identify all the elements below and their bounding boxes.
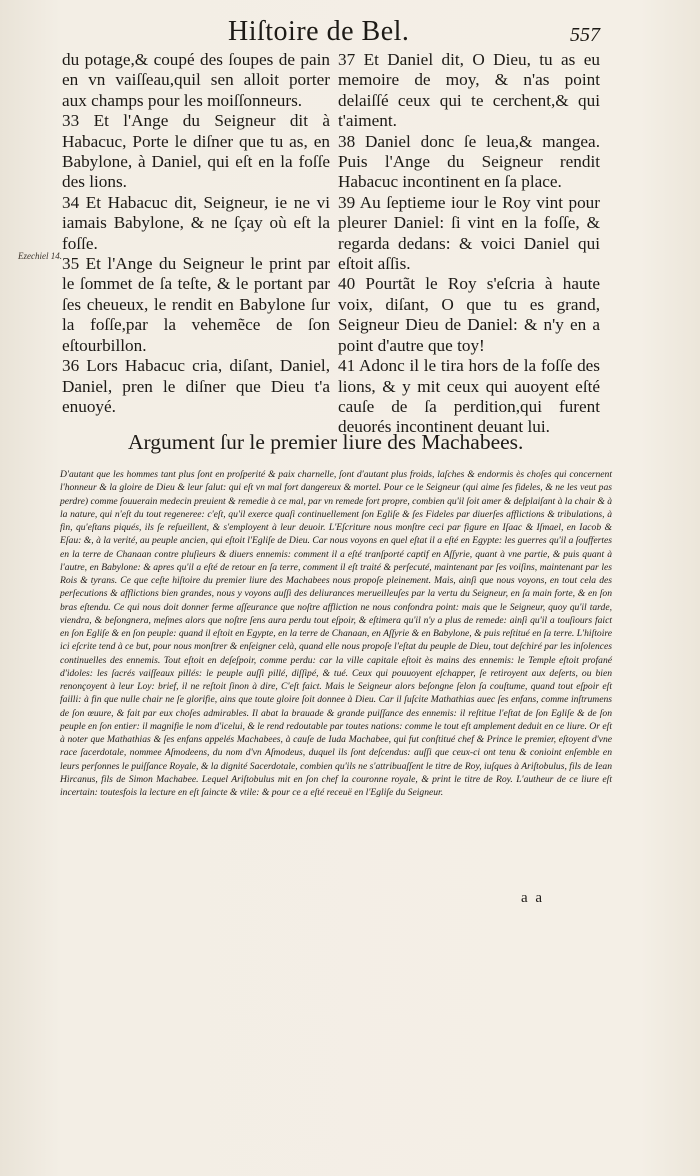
running-head <box>0 10 700 50</box>
verse-40: 40 Pourtãt le Roy s'eſcria à haute voix, diſant, O que tu es grand, Seigneur Dieu de Daniel: & n'y en a point d'autre que toy! <box>338 274 600 355</box>
right-column <box>338 50 600 438</box>
verse-39: 39 Au ſeptieme iour le Roy vint pour pleurer Daniel: ſi vint en la foſſe, & regarda dedans: & voici Daniel qui eſtoit aſſis. <box>338 192 600 274</box>
margin-reference: Ezechiel 14. <box>18 251 62 261</box>
verse-37: 37 Et Daniel dit, O Dieu, tu as eu memoire de moy, & n'as point delaiſſé ceux qui te cerchent,& qui t'aiment. <box>338 50 600 131</box>
left-column <box>62 50 330 417</box>
argument-heading: Argument ſur le premier liure des Machabees. <box>128 430 524 454</box>
running-title: Hiſtoire de Bel. <box>228 16 410 47</box>
signature-mark: a a <box>521 890 545 906</box>
verse-38: 38 Daniel donc ſe leua,& mangea. Puis l'Ange du Seigneur rendit Habacuc incontinent en ſa place. <box>338 131 600 192</box>
verse-34: 34 Et Habacuc dit, Seigneur, ie ne vi iamais Babylone, & ne ſçay où eſt la foſſe. <box>62 192 330 253</box>
verse-36: 36 Lors Habacuc cria, diſant, Daniel, Daniel, pren le diſner que Dieu t'a enuoyé. <box>62 356 330 416</box>
verse-41: 41 Adonc il le tira hors de la foſſe des lions, & y mit ceux qui auoyent eſté cauſe de ſa perdition,qui furent deuorés incontinent deuant lui. <box>338 356 600 437</box>
verse-33: 33 Et l'Ange du Seigneur dit à Habacuc, Porte le diſner que tu as, en Babylone, à Daniel, qui eſt en la foſſe des lions. <box>62 111 330 192</box>
verse-continuation: du potage,& coupé des ſoupes de pain en vn vaiſſeau,quil sen alloit porter aux champs pour les moiſſonneurs. <box>62 50 330 110</box>
argument-text: D'autant que les hommes tant plus ſont en proſperité & paix charnelle, ſont d'autant plus froids, laſches & endormis ès choſes qui concernent l'honneur & la gloire de Dieu & leur ſalut: qui eſt vn mal fort dangereux & mortel. Pour ce le Seigneur (qui aime ſes fideles, & ne les veut pas perdre) comme ſouuerain medecin preuient & remedie à ce mal, par vn remede fort propre, combien qu'il ſoit amer & deſplaiſant à la chair & à la nature, qui n'eſt du tout regeneree: c'eſt, qu'il exerce quaſi continuellement ſon Egliſe & ſes Fideles par diuerſes afflictions & tribulations, à fin, qu'eſtans piqués, ils ſe reſueillent, & s'employent à leur deuoir. L'Eſcriture nous monſtre ceci par figure en Iſaac & Iſmael, en Iacob & Eſau: &, à la verité, au peuple ancien, qui eſtoit l'Egliſe de Dieu. Car nous voyons en quel eſtat il a eſté en Egypte: les guerres qu'il a ſouffertes en la terre de Chanaan contre pluſieurs & diuers ennemis: comment il a eſté tranſporté captif en Aſſyrie, quant à vne partie, & puis quant à l'autre, en Babylone: & apres qu'il a eſté de retour en ſa terre, comment il eſt traité & perſecuté, maintenant par ſes voiſins, maintenant par les Rois & tyrans. Ce que ceſte hiſtoire du premier liure des Machabees nous propoſe pleinement. Mais, ainſi que nous voyons, en tout cela des perſecutions & afflictions bien grandes, nous y voyons auſſi des deliurances merueilleuſes par la vertu du Seigneur, en ſa main forte, & en ſon bras eſtendu. Ce qui nous doit donner ferme aſſeurance que noſtre affliction ne nous confondra point: mais que le Seigneur, quoy qu'il tarde, viendra, & beſongnera, meſmes alors que noſtre ſens aura perdu tout eſpoir, & eſtimera qu'il n'y a plus de remede: ainſi qu'il a touſiours faict en ſon Egliſe & en ſon peuple: quand il eſtoit en Egypte, en la terre de Chanaan, en Aſſyrie & en Babylone, & puis reſtitué en ſa terre. L'hiſtoire ici eſcrite tend à ce but, pour nous monſtrer & enſeigner celà, quand elle nous propoſe l'eſtat du peuple de Dieu, tout deſchiré par les inſolences continuelles des ennemis. Tout eſtoit en deſeſpoir, comme perdu: car la ville capitale eſtoit ès mains des ennemis: le Temple eſtoit profané d'idoles: les ſacrés vaiſſeaux pillés: le peuple auſſi pillé, diſſipé, & tué. Ceux qui pouuoyent eſchapper, ſe retiroyent aux deſerts, ou bien renonçoyent à leur Loy: brief, il ne reſtoit ſinon à dire, C'eſt faict. Mais le Seigneur alors beſongne ſelon ſa couſtume, quand tout eſpoir eſt failli: à fin que nulle chair ne ſe glorifie, ains que toute gloire ſoit donnee à Dieu. Car il ſuſcite Mathathias auec ſes enfans, comme inſtrumens de ſon œuure, & fait par eux choſes admirables. Il abat la brauade & grande puiſſance des ennemis: il reſtitue l'eſtat de ſon Egliſe & de ſon peuple en ſon entier: il magnifie le nom d'icelui, & le rend redoutable par toutes nations: comme le tout eſt amplement deduit en ce liure. Or eſt à noter que Mathathias & ſes enfans appelés Machabees, à cauſe de Iuda Machabee, qui fut conſtitué chef & Prince le premier, eſtoyent d'vne race ſacerdotale, nommee Aſmodeens, du nom d'vn Aſmodeus, duquel ils ſont deſcendus: auſſi que ceux-ci ont tenu & conioint enſemble en leurs perſonnes le puiſſance Royale, & la dignité Sacerdotale, combien qu'ils ne s'attribuaſſent le titre de Roy, iuſques à Ariſtobulus, fils de Iean Hircanus, fils de Simon Machabee. Lequel Ariſtobulus mit en ſon chef la couronne royale, & print le titre de Roy. L'autheur de ce liure eſt incertain: toutesfois la lecture en eſt ſaincte & vtile: & pour ce a eſté receuë en l'Egliſe du Seigneur. <box>60 469 612 798</box>
verse-35: 35 Et l'Ange du Seigneur le print par le ſommet de ſa teſte, & le portant par ſes cheueux, le rendit en Babylone ſur la foſſe,par la vehemẽce de ſon eſtourbillon. <box>62 254 330 355</box>
page-number: 557 <box>570 24 600 46</box>
